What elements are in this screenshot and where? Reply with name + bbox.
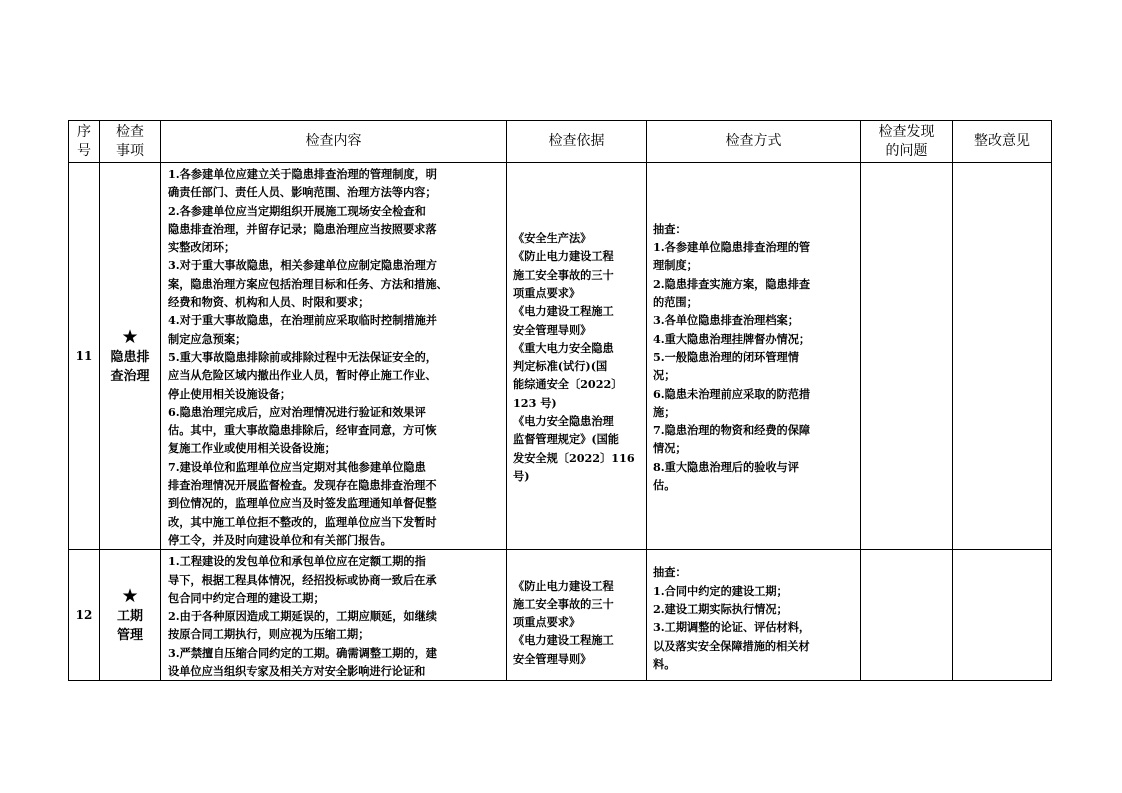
content-line: 确责任部门、责任人员、影响范围、治理方法等内容； [168, 185, 437, 200]
table-row [69, 550, 1052, 681]
method-line: 的范围； [653, 295, 698, 310]
content-line: 6.隐患治理完成后，应对治理情况进行验证和效果评 [168, 404, 426, 419]
basis-line: 《安全生产法》 [513, 231, 592, 246]
method-line: 3.工期调整的论证、评估材料， [653, 620, 811, 635]
basis-line: 《防止电力建设工程 [513, 249, 614, 264]
row-rectify[interactable] [953, 550, 1052, 681]
content-line: 包合同中约定合理的建设工期； [168, 590, 325, 605]
content-text [161, 550, 506, 680]
header-rectify: 整改意见 [953, 121, 1052, 163]
content-line: 2.由于各种原因造成工期延误的，工期应顺延，如继续 [168, 609, 437, 624]
header-row [69, 121, 1052, 163]
method-text [647, 218, 860, 494]
method-line: 1.各参建单位隐患排查治理的管 [653, 240, 811, 255]
basis-line: 项重点要求》 [513, 615, 581, 630]
method-line: 4.重大隐患治理挂牌督办情况； [653, 331, 811, 346]
content-line: 设单位应当组织专家及相关方对安全影响进行论证和 [168, 664, 426, 679]
basis-line: 号) [513, 468, 530, 483]
basis-line: 《电力建设工程施工 [513, 633, 614, 648]
content-line: 估。其中，重大事故隐患排除后，经审查同意，方可恢 [168, 423, 437, 438]
method-line: 3.各单位隐患排查治理档案； [653, 313, 799, 328]
basis-line: 《电力安全隐患治理 [513, 414, 614, 428]
row-method [647, 550, 861, 681]
basis-line: 项重点要求》 [513, 285, 581, 300]
basis-line: 发安全规〔2022〕116 [513, 450, 635, 465]
method-line: 抽查： [653, 221, 687, 236]
content-line: 改，其中施工单位拒不整改的，监理单位应当下发暂时 [168, 514, 437, 529]
method-line: 抽查： [653, 565, 687, 580]
content-line: 3.对于重大事故隐患，相关参建单位应制定隐患治理方 [168, 258, 437, 273]
row-found[interactable] [861, 550, 953, 681]
basis-line: 施工安全事故的三十 [513, 267, 614, 282]
content-line: 制定应急预案； [168, 331, 247, 346]
basis-line: 《电力建设工程施工 [513, 304, 614, 319]
content-line: 7.建设单位和监理单位应当定期对其他参建单位隐患 [168, 459, 426, 474]
content-line: 应当从危险区域内撤出作业人员，暂时停止施工作业、 [168, 368, 437, 383]
content-line: 3.严禁擅自压缩合同约定的工期。确需调整工期的，建 [168, 645, 437, 660]
content-line: 1.各参建单位应建立关于隐患排查治理的管理制度，明 [168, 167, 437, 181]
header-method: 检查方式 [647, 121, 861, 163]
basis-line: 判定标准(试行)(国 [513, 359, 608, 374]
basis-line: 施工安全事故的三十 [513, 596, 614, 611]
header-seq: 序 号 [69, 121, 100, 163]
method-line: 8.重大隐患治理后的验收与评 [653, 459, 799, 474]
star-icon: ★ [121, 584, 139, 607]
table-row [69, 163, 1052, 550]
inspection-table [68, 120, 1052, 681]
method-line: 2.建设工期实际执行情况； [653, 601, 788, 616]
method-line: 5.一般隐患治理的闭环管理情 [653, 349, 799, 364]
basis-line: 《防止电力建设工程 [513, 578, 614, 593]
content-line: 5.重大事故隐患排除前或排除过程中无法保证安全的， [168, 349, 437, 364]
content-line: 到位情况的，监理单位应当及时签发监理通知单督促整 [168, 496, 437, 511]
row-content [161, 550, 507, 681]
method-line: 估。 [653, 478, 676, 493]
row-item: ★ 工期 管理 [100, 550, 161, 681]
method-line: 理制度； [653, 258, 698, 273]
basis-line: 《重大电力安全隐患 [513, 340, 614, 355]
method-line: 6.隐患未治理前应采取的防范措 [653, 386, 811, 401]
method-line: 2.隐患排查实施方案，隐患排查 [653, 276, 811, 291]
basis-line: 监督管理规定》(国能 [513, 432, 619, 447]
method-text [647, 557, 860, 673]
row-content [161, 163, 507, 550]
row-seq: 11 [69, 163, 100, 550]
content-line: 案，隐患治理方案应包括治理目标和任务、方法和措施、 [168, 276, 448, 291]
header-item: 检查 事项 [100, 121, 161, 163]
content-line: 排查治理情况开展监督检查。发现存在隐患排查治理不 [168, 478, 437, 493]
method-line: 以及落实安全保障措施的相关材 [653, 638, 810, 653]
row-rectify[interactable] [953, 163, 1052, 550]
content-line: 经费和物资、机构和人员、时限和要求； [168, 295, 370, 310]
content-line: 导下，根据工程具体情况，经招投标或协商一致后在承 [168, 572, 437, 587]
method-line: 料。 [653, 656, 676, 671]
method-line: 况； [653, 368, 676, 383]
header-basis: 检查依据 [507, 121, 647, 163]
row-basis [507, 163, 647, 550]
content-line: 4.对于重大事故隐患，在治理前应采取临时控制措施并 [168, 313, 437, 328]
row-seq: 12 [69, 550, 100, 681]
content-text [161, 163, 506, 549]
row-found[interactable] [861, 163, 953, 550]
method-line: 情况； [653, 441, 687, 456]
basis-line: 安全管理导则》 [513, 322, 592, 337]
content-line: 2.各参建单位应当定期组织开展施工现场安全检查和 [168, 203, 426, 218]
basis-text [507, 227, 646, 485]
star-icon: ★ [121, 325, 139, 348]
basis-line: 安全管理导则》 [513, 651, 592, 666]
content-line: 1.工程建设的发包单位和承包单位应在定额工期的指 [168, 554, 426, 569]
content-line: 按原合同工期执行，则应视为压缩工期； [168, 627, 370, 642]
content-line: 停工令，并及时向建设单位和有关部门报告。 [168, 532, 392, 547]
row-method [647, 163, 861, 550]
header-found: 检查发现 的问题 [861, 121, 953, 163]
row-item: ★ 隐患排 查治理 [100, 163, 161, 550]
method-line: 施； [653, 404, 676, 419]
method-line: 1.合同中约定的建设工期； [653, 583, 788, 598]
content-line: 隐患排查治理，并留存记录；隐患治理应当按照要求落 [168, 221, 437, 236]
content-line: 停止使用相关设施设备； [168, 386, 292, 401]
method-line: 7.隐患治理的物资和经费的保障 [653, 423, 811, 438]
basis-text [507, 563, 646, 668]
basis-line: 123 号) [513, 395, 557, 410]
content-line: 实整改闭环； [168, 240, 236, 255]
header-content: 检查内容 [161, 121, 507, 163]
row-basis [507, 550, 647, 681]
content-line: 复施工作业或使用相关设备设施； [168, 441, 336, 456]
basis-line: 能综通安全〔2022〕 [513, 377, 623, 392]
